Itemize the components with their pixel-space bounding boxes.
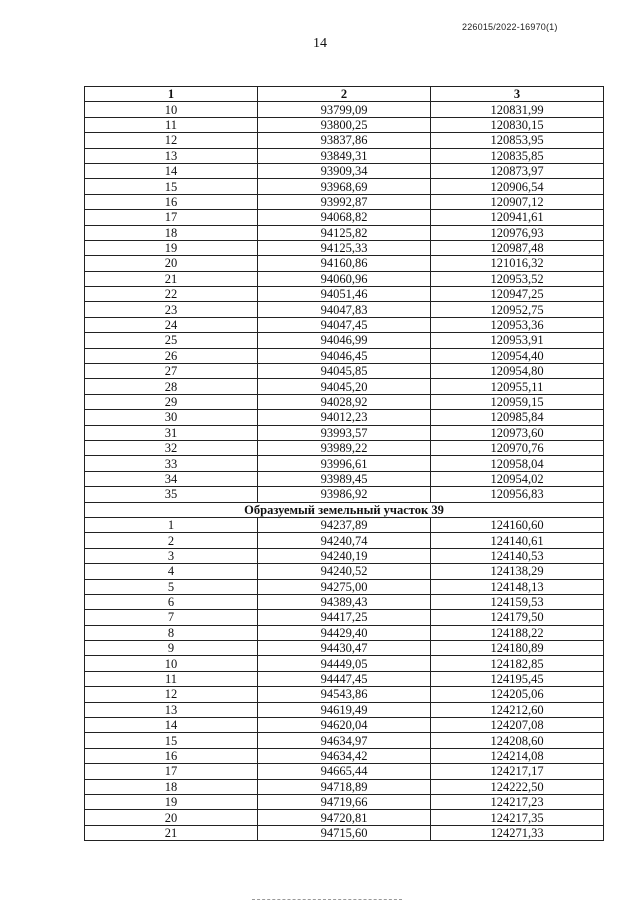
point-number-cell: 27 [85, 364, 258, 379]
y-coordinate-cell: 120970,76 [431, 440, 604, 455]
document-id: 226015/2022-16970(1) [462, 22, 558, 32]
x-coordinate-cell: 94619,49 [258, 702, 431, 717]
x-coordinate-cell: 94430,47 [258, 641, 431, 656]
x-coordinate-cell: 94715,60 [258, 825, 431, 840]
x-coordinate-cell: 94045,85 [258, 364, 431, 379]
y-coordinate-cell: 120830,15 [431, 117, 604, 132]
point-number-cell: 34 [85, 471, 258, 486]
point-number-cell: 29 [85, 394, 258, 409]
x-coordinate-cell: 94665,44 [258, 764, 431, 779]
table-row [85, 564, 604, 579]
table-row [85, 302, 604, 317]
y-coordinate-cell: 120955,11 [431, 379, 604, 394]
column-header-2: 2 [258, 87, 431, 102]
x-coordinate-cell: 93909,34 [258, 163, 431, 178]
x-coordinate-cell: 94125,33 [258, 240, 431, 255]
point-number-cell: 10 [85, 102, 258, 117]
x-coordinate-cell: 94028,92 [258, 394, 431, 409]
x-coordinate-cell: 93849,31 [258, 148, 431, 163]
y-coordinate-cell: 124138,29 [431, 564, 604, 579]
point-number-cell: 13 [85, 702, 258, 717]
point-number-cell: 21 [85, 825, 258, 840]
point-number-cell: 11 [85, 671, 258, 686]
table-row [85, 163, 604, 178]
x-coordinate-cell: 94060,96 [258, 271, 431, 286]
y-coordinate-cell: 120954,02 [431, 471, 604, 486]
point-number-cell: 25 [85, 333, 258, 348]
point-number-cell: 11 [85, 117, 258, 132]
point-number-cell: 10 [85, 656, 258, 671]
table-header-row [85, 87, 604, 102]
x-coordinate-cell: 94719,66 [258, 794, 431, 809]
x-coordinate-cell: 93968,69 [258, 179, 431, 194]
point-number-cell: 20 [85, 810, 258, 825]
point-number-cell: 35 [85, 487, 258, 502]
y-coordinate-cell: 124212,60 [431, 702, 604, 717]
point-number-cell: 13 [85, 148, 258, 163]
x-coordinate-cell: 94045,20 [258, 379, 431, 394]
y-coordinate-cell: 124160,60 [431, 517, 604, 532]
table-row [85, 117, 604, 132]
point-number-cell: 7 [85, 610, 258, 625]
table-row [85, 240, 604, 255]
table-row [85, 333, 604, 348]
y-coordinate-cell: 120953,36 [431, 317, 604, 332]
x-coordinate-cell: 94634,97 [258, 733, 431, 748]
table-row [85, 148, 604, 163]
table-row [85, 579, 604, 594]
point-number-cell: 19 [85, 794, 258, 809]
point-number-cell: 26 [85, 348, 258, 363]
table-row [85, 733, 604, 748]
table-row [85, 687, 604, 702]
table-row [85, 641, 604, 656]
y-coordinate-cell: 124208,60 [431, 733, 604, 748]
point-number-cell: 28 [85, 379, 258, 394]
table-row [85, 425, 604, 440]
table-row [85, 764, 604, 779]
point-number-cell: 18 [85, 779, 258, 794]
table-row [85, 610, 604, 625]
y-coordinate-cell: 124205,06 [431, 687, 604, 702]
x-coordinate-cell: 94046,99 [258, 333, 431, 348]
point-number-cell: 17 [85, 764, 258, 779]
y-coordinate-cell: 124214,08 [431, 748, 604, 763]
x-coordinate-cell: 94240,74 [258, 533, 431, 548]
x-coordinate-cell: 94634,42 [258, 748, 431, 763]
table-row [85, 625, 604, 640]
y-coordinate-cell: 120953,91 [431, 333, 604, 348]
x-coordinate-cell: 94012,23 [258, 410, 431, 425]
x-coordinate-cell: 94240,19 [258, 548, 431, 563]
table-row [85, 671, 604, 686]
point-number-cell: 19 [85, 240, 258, 255]
x-coordinate-cell: 94237,89 [258, 517, 431, 532]
y-coordinate-cell: 120947,25 [431, 287, 604, 302]
y-coordinate-cell: 124182,85 [431, 656, 604, 671]
y-coordinate-cell: 124140,53 [431, 548, 604, 563]
x-coordinate-cell: 94240,52 [258, 564, 431, 579]
column-header-3: 3 [431, 87, 604, 102]
point-number-cell: 1 [85, 517, 258, 532]
y-coordinate-cell: 121016,32 [431, 256, 604, 271]
x-coordinate-cell: 94068,82 [258, 210, 431, 225]
y-coordinate-cell: 124217,17 [431, 764, 604, 779]
x-coordinate-cell: 94125,82 [258, 225, 431, 240]
x-coordinate-cell: 94389,43 [258, 594, 431, 609]
y-coordinate-cell: 120956,83 [431, 487, 604, 502]
x-coordinate-cell: 94447,45 [258, 671, 431, 686]
x-coordinate-cell: 93993,57 [258, 425, 431, 440]
point-number-cell: 18 [85, 225, 258, 240]
y-coordinate-cell: 124207,08 [431, 718, 604, 733]
table-row [85, 779, 604, 794]
point-number-cell: 21 [85, 271, 258, 286]
table-row [85, 348, 604, 363]
point-number-cell: 2 [85, 533, 258, 548]
y-coordinate-cell: 120954,80 [431, 364, 604, 379]
x-coordinate-cell: 94417,25 [258, 610, 431, 625]
x-coordinate-cell: 93992,87 [258, 194, 431, 209]
point-number-cell: 15 [85, 733, 258, 748]
point-number-cell: 22 [85, 287, 258, 302]
table-row [85, 364, 604, 379]
table-row [85, 225, 604, 240]
point-number-cell: 3 [85, 548, 258, 563]
point-number-cell: 24 [85, 317, 258, 332]
table-row [85, 517, 604, 532]
y-coordinate-cell: 124271,33 [431, 825, 604, 840]
y-coordinate-cell: 120835,85 [431, 148, 604, 163]
y-coordinate-cell: 124195,45 [431, 671, 604, 686]
point-number-cell: 5 [85, 579, 258, 594]
y-coordinate-cell: 120873,97 [431, 163, 604, 178]
point-number-cell: 9 [85, 641, 258, 656]
x-coordinate-cell: 94449,05 [258, 656, 431, 671]
coordinates-table-body [85, 87, 604, 841]
x-coordinate-cell: 94543,86 [258, 687, 431, 702]
y-coordinate-cell: 120906,54 [431, 179, 604, 194]
y-coordinate-cell: 124180,89 [431, 641, 604, 656]
x-coordinate-cell: 94720,81 [258, 810, 431, 825]
table-row [85, 179, 604, 194]
x-coordinate-cell: 94620,04 [258, 718, 431, 733]
y-coordinate-cell: 124222,50 [431, 779, 604, 794]
table-row [85, 379, 604, 394]
y-coordinate-cell: 124159,53 [431, 594, 604, 609]
y-coordinate-cell: 124179,50 [431, 610, 604, 625]
y-coordinate-cell: 120953,52 [431, 271, 604, 286]
table-row [85, 133, 604, 148]
point-number-cell: 30 [85, 410, 258, 425]
point-number-cell: 20 [85, 256, 258, 271]
point-number-cell: 6 [85, 594, 258, 609]
table-row [85, 287, 604, 302]
x-coordinate-cell: 94429,40 [258, 625, 431, 640]
y-coordinate-cell: 120853,95 [431, 133, 604, 148]
point-number-cell: 8 [85, 625, 258, 640]
table-row [85, 440, 604, 455]
point-number-cell: 32 [85, 440, 258, 455]
table-row [85, 210, 604, 225]
point-number-cell: 33 [85, 456, 258, 471]
y-coordinate-cell: 120987,48 [431, 240, 604, 255]
x-coordinate-cell: 94160,86 [258, 256, 431, 271]
table-row [85, 456, 604, 471]
table-row [85, 471, 604, 486]
point-number-cell: 16 [85, 748, 258, 763]
column-header-1: 1 [85, 87, 258, 102]
section-title: Образуемый земельный участок 39 [85, 502, 604, 517]
y-coordinate-cell: 124217,23 [431, 794, 604, 809]
table-row [85, 194, 604, 209]
x-coordinate-cell: 94718,89 [258, 779, 431, 794]
table-row [85, 702, 604, 717]
table-row [85, 748, 604, 763]
coordinates-table [84, 86, 604, 841]
y-coordinate-cell: 120831,99 [431, 102, 604, 117]
table-row [85, 487, 604, 502]
point-number-cell: 14 [85, 163, 258, 178]
table-row [85, 256, 604, 271]
table-row [85, 656, 604, 671]
table-row [85, 548, 604, 563]
y-coordinate-cell: 124140,61 [431, 533, 604, 548]
table-row [85, 271, 604, 286]
table-row [85, 317, 604, 332]
table-row [85, 594, 604, 609]
x-coordinate-cell: 93996,61 [258, 456, 431, 471]
point-number-cell: 31 [85, 425, 258, 440]
page-bottom-rule [252, 899, 402, 900]
x-coordinate-cell: 93986,92 [258, 487, 431, 502]
point-number-cell: 4 [85, 564, 258, 579]
y-coordinate-cell: 124148,13 [431, 579, 604, 594]
point-number-cell: 15 [85, 179, 258, 194]
y-coordinate-cell: 120959,15 [431, 394, 604, 409]
x-coordinate-cell: 94047,45 [258, 317, 431, 332]
y-coordinate-cell: 120907,12 [431, 194, 604, 209]
table-row [85, 825, 604, 840]
table-row [85, 102, 604, 117]
page-number: 14 [313, 36, 327, 51]
x-coordinate-cell: 93989,22 [258, 440, 431, 455]
y-coordinate-cell: 120973,60 [431, 425, 604, 440]
table-row [85, 794, 604, 809]
y-coordinate-cell: 120976,93 [431, 225, 604, 240]
y-coordinate-cell: 120985,84 [431, 410, 604, 425]
point-number-cell: 14 [85, 718, 258, 733]
x-coordinate-cell: 93799,09 [258, 102, 431, 117]
point-number-cell: 23 [85, 302, 258, 317]
x-coordinate-cell: 94047,83 [258, 302, 431, 317]
y-coordinate-cell: 120958,04 [431, 456, 604, 471]
point-number-cell: 12 [85, 133, 258, 148]
y-coordinate-cell: 120954,40 [431, 348, 604, 363]
x-coordinate-cell: 93989,45 [258, 471, 431, 486]
point-number-cell: 12 [85, 687, 258, 702]
table-row [85, 718, 604, 733]
table-row [85, 410, 604, 425]
table-row [85, 394, 604, 409]
x-coordinate-cell: 94046,45 [258, 348, 431, 363]
table-row [85, 810, 604, 825]
y-coordinate-cell: 124188,22 [431, 625, 604, 640]
x-coordinate-cell: 94275,00 [258, 579, 431, 594]
x-coordinate-cell: 93800,25 [258, 117, 431, 132]
table-row [85, 533, 604, 548]
x-coordinate-cell: 94051,46 [258, 287, 431, 302]
point-number-cell: 17 [85, 210, 258, 225]
point-number-cell: 16 [85, 194, 258, 209]
y-coordinate-cell: 120941,61 [431, 210, 604, 225]
x-coordinate-cell: 93837,86 [258, 133, 431, 148]
y-coordinate-cell: 124217,35 [431, 810, 604, 825]
y-coordinate-cell: 120952,75 [431, 302, 604, 317]
section-row [85, 502, 604, 517]
